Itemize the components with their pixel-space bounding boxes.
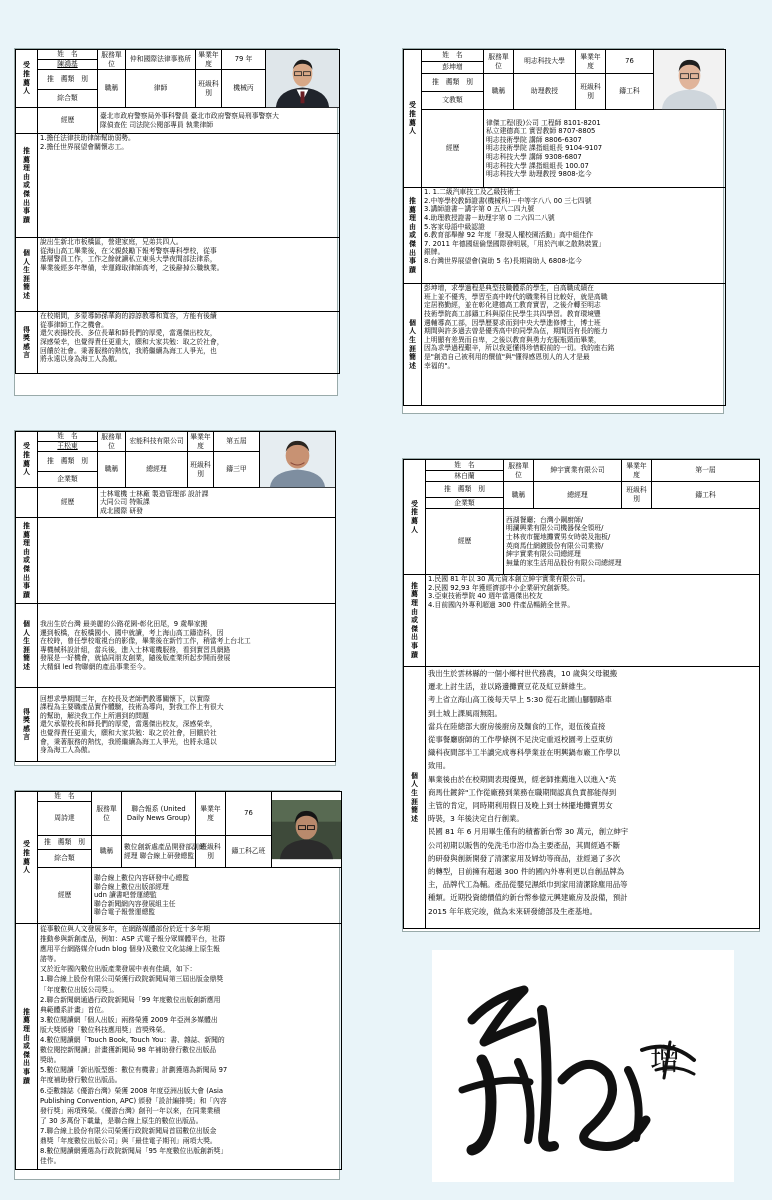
title-label: 職稱: [504, 482, 534, 509]
name-label: 姓 名: [422, 50, 484, 62]
life-line: 專機械科設計組，當兵後，進入士林電機服務，看到實習具網路: [40, 645, 231, 654]
experience-item: 紳宇實業有限公司總經理: [506, 550, 581, 559]
unit-value: 宏能科技有限公司: [126, 432, 188, 452]
nominee-card-1: [14, 48, 338, 396]
reason-line: 版大獎頒發「數位科技應用獎」首獎殊榮。: [40, 1025, 170, 1034]
reason-text: [426, 575, 760, 667]
title-label: 職稱: [98, 452, 126, 488]
reason-line: 年度補助發行數位出版品。: [40, 1076, 122, 1085]
life-line: 遷到板橋，在板橋國小、國中就讀，考上海山高工鑄造科，因: [40, 628, 224, 637]
experience-item: 明志技術學院 講師 8806-6307: [486, 135, 582, 144]
reason-line: 1.擔任法律扶助律師幫助弱勢。: [40, 134, 135, 143]
unit-value: 仲和國際法律事務所: [126, 50, 196, 70]
life-line: 時裝，3 年後決定自行創業。: [428, 814, 524, 824]
experience-item: udn 讀書吧營運總監: [94, 891, 157, 900]
portrait-image: [272, 800, 341, 859]
category-label: 推 薦類 別: [38, 836, 92, 850]
life-line: 發展是一好機會，就協同朋友創業，隨後版產業所起步開而發展: [40, 654, 231, 663]
grad-value: 第一屆: [652, 460, 760, 482]
title-value: 總經理: [534, 482, 622, 509]
experience-item: 臺北市政府警察局外事科警員 臺北市政府警察局刑事警察大: [100, 112, 279, 121]
life-line: 民國 81 年 6 月用畢生僅有的積蓄新台幣 30 萬元，創立紳宇: [428, 827, 629, 837]
experience-list: [98, 488, 336, 518]
award-line: 將永遠以身為海工人為傲。: [40, 355, 122, 364]
class-label: 班級科別: [196, 70, 222, 108]
reason-line: 銀牌。: [424, 248, 445, 257]
reason-line: 5.數位閱讀「新出版型態：數位有機書」計劃獲選為新聞局 97: [40, 1066, 228, 1075]
life-line: 從事餐廳廚師的工作學條例不足決定重返校園考上亞東紡: [428, 735, 613, 745]
grad-label: 畢業年度: [196, 50, 222, 70]
experience-item: 聯合線上數位內容研發中心總監: [94, 874, 190, 883]
class-label: 班級科別: [622, 482, 652, 509]
award-line: 在校期間，多蒙導師孫華鈞的諄諄教導和寬容，方能有後續: [40, 312, 217, 321]
grad-value: 76: [226, 792, 272, 836]
category-value: 企業類: [38, 472, 98, 488]
award-header: 得 獎 感 言: [16, 312, 38, 374]
life-line: 考上省立海山高工後每天早上 5:30 從石北園山腳腳路車: [428, 695, 612, 705]
life-header: 個 人 生 涯 簡 述: [404, 667, 426, 929]
reason-line: 鼎獎「年度數位出版公司」與「最佳電子期刊」兩項大獎。: [40, 1136, 217, 1145]
reason-line: 獎助。: [40, 1056, 61, 1065]
nominee-card-2: [402, 48, 724, 414]
grad-label: 畢業年度: [622, 460, 652, 482]
reason-line: 2.民國 92,93 年獲經濟部中小企業研究創新獎。: [428, 583, 574, 592]
title-label: 職稱: [98, 70, 126, 108]
unit-value: 明志科技大學: [514, 50, 576, 74]
nominee-card-5: [14, 790, 340, 1180]
nominee-table-3: [15, 431, 336, 762]
award-line: 會，秉著服務的熱忱，我將繼續為海工人爭光，也將永遠以: [40, 737, 217, 746]
experience-list: [504, 509, 760, 575]
reason-line: 2.擔任世界展望會關懷志工。: [40, 142, 129, 151]
reason-line: Publishing Convention, APC) 頒發「設計編排獎」和「內容: [40, 1096, 227, 1105]
life-line: 遷北上討生活，並以路邊攤賣豆花及紅豆餅維生。: [428, 682, 591, 692]
grad-label: 畢業年度: [196, 792, 226, 836]
grad-value: 79 年: [222, 50, 266, 70]
award-text: [38, 312, 340, 374]
life-line: 我出生於雲林縣的一個小鄉村世代務農，10 歲與父母親搬: [428, 669, 618, 678]
name-label: 姓 名: [426, 460, 504, 471]
reason-text: [38, 518, 336, 604]
reason-line: 2.聯合新聞網通過行政院新聞局「99 年度數位出版創新應用: [40, 995, 221, 1004]
reason-line: 「年度數位出版公司獎」。: [40, 985, 119, 994]
award-line: 回饋於社會。秉著服務的熱忱，我將繼續為海工人爭光，也: [40, 346, 217, 355]
grad-value: 第五屆: [214, 432, 260, 452]
reason-header: 推 薦 理 由 或 傑 出 事 蹟: [404, 575, 426, 667]
life-text: [422, 284, 726, 406]
life-line: 到土城上課風雨無阻。: [428, 708, 502, 718]
experience-item: 西湖餐廳；台灣小鋼廚師/: [506, 515, 584, 524]
grad-value: 76: [606, 50, 654, 74]
class-label: 班級科別: [576, 74, 606, 110]
life-line: 是"創造自己被利用的價值"與"懂得感恩別人的人才是最: [424, 352, 590, 361]
life-line: 主管的肯定，同時期利用假日及晚上到士林擺地攤賣男女: [428, 801, 613, 811]
experience-item: 明志科技大學 課指組組長 100.07: [486, 161, 589, 170]
category-label: 推 薦類 別: [422, 74, 484, 92]
name-value: 林白蘭: [426, 471, 504, 482]
title-label: 職稱: [92, 836, 122, 868]
reason-line: 1.民國 81 年以 30 萬元資本創立紳宇實業有限公司。: [428, 575, 590, 583]
experience-item: 隊偵查佐 司法院公閱部專員 執業律師: [100, 120, 214, 129]
nominee-card-4: [402, 458, 760, 932]
life-line: 上明顯有差異而自卑，之後以教育與勇力充服瓶頸而畢業，: [424, 335, 601, 344]
nominee-table-2: [403, 49, 726, 406]
photo-avatar: [266, 50, 340, 108]
name-label: 姓 名: [38, 50, 98, 60]
nominee-header: 受 推 薦 人: [404, 460, 426, 575]
name-label: 姓 名: [38, 792, 92, 802]
class-value: 鑄工科: [606, 74, 654, 110]
reason-line: 8.台灣世界展望會(資助 5 名)長期資助人 6808-迄今: [424, 256, 582, 265]
nominee-header: 受 推 薦 人: [16, 50, 38, 108]
photo-avatar: [272, 792, 342, 868]
nominee-card-3: [14, 430, 336, 766]
experience-item: 士林電機 士林廠 製造管理部 設計課: [100, 489, 209, 498]
reason-line: 從事數位與人文發展多年，在網路媒體部份於近十多年期: [40, 925, 210, 933]
grad-label: 畢業年度: [576, 50, 606, 74]
reason-header: 推 薦 理 由 或 傑 出 事 蹟: [16, 134, 38, 238]
unit-label: 服務單位: [98, 432, 126, 452]
life-text: [38, 238, 340, 312]
life-line: 的轉型，目前擁有超過 300 件的國內外專利更以自創品牌為: [428, 867, 625, 877]
experience-item: 聯合新聞網內容發展組主任: [94, 899, 176, 908]
reason-line: 6.教育部舉辦 92 年度「發現人權校園活動」高中組佳作: [424, 231, 593, 240]
name-label: 姓 名: [38, 432, 98, 442]
experience-item: 無量的家生活用品股份有限公司總經理: [506, 558, 622, 567]
reason-line: 了 30 多萬份下載量，是聯合線上原生的數位出版品。: [40, 1116, 203, 1125]
experience-label: 經歷: [38, 868, 92, 924]
award-line: 深感榮幸，也覺得責任更重大，願和大家共勉：取之於社會，: [40, 337, 224, 346]
unit-label: 服務單位: [98, 50, 126, 70]
experience-item: 明瀾興業有限公司機器保全領班/: [506, 524, 604, 533]
nominee-header: 受 推 薦 人: [16, 432, 38, 488]
experience-list: [98, 108, 340, 134]
life-line: 的研發與創新開發了清潔家用及婦幼等商品，並經過了多次: [428, 853, 621, 863]
nominee-spacer: [16, 108, 38, 134]
life-line: 定居務勤經，並在彰化建德高工教育實習，之後介轉至明志: [424, 301, 601, 310]
reason-line: 7. 2011 年德國紐倫堡國際發明展，「用於汽車之散熱裝置」: [424, 239, 606, 248]
photo-avatar: [654, 50, 726, 110]
reason-line: 3.亞東技術學院 40 週年當選傑出校友: [428, 592, 543, 601]
reason-text: [38, 924, 342, 1170]
life-line: 技術學院高工部鑄工科與原住民學生共四學習。教育環境豐: [424, 309, 601, 318]
experience-item: 明志科技大學 講師 9308-6807: [486, 152, 582, 161]
award-header: 得 獎 感 言: [16, 688, 38, 762]
reason-line: 4.數位閱讀網「Touch Book, Touch You：書、雜誌、新聞的: [40, 1036, 225, 1045]
life-line: 2015 年年底完竣，做為未來研發總部及生產基地。: [428, 906, 597, 916]
reason-line: 7.聯合線上股份有限公司榮獲行政院新聞局首屆數位出版金: [40, 1126, 217, 1135]
reason-line: 諮等。: [40, 955, 61, 964]
nominee-header: 受 推 薦 人: [404, 50, 422, 188]
title-label: 職稱: [484, 74, 514, 110]
reason-header: 推 薦 理 由 或 傑 出 事 蹟: [404, 188, 422, 284]
class-value: 鑄三甲: [214, 452, 260, 488]
category-value: 綜合類: [38, 90, 98, 108]
experience-label: 經歷: [422, 110, 484, 188]
unit-label: 服務單位: [504, 460, 534, 482]
nominee-table-5: [15, 791, 342, 1170]
experience-list: [484, 110, 726, 188]
life-line: 當兵在陸總部大廚房後廚房及麵食的工作，退伍後直接: [428, 721, 606, 731]
portrait-image: [266, 50, 339, 107]
reason-line: 典範體系計畫」首位。: [40, 1005, 108, 1014]
photo-avatar: [260, 432, 336, 488]
life-text: [426, 667, 760, 929]
life-line: 主，品牌代工為輔。產品從嬰兒濕紙巾到家用清潔除塵用品等: [428, 880, 628, 890]
life-line: 商馬仕鍍鋅"工作從廠務到業務在職期間認真負責都能得到: [428, 787, 617, 797]
life-line: 我出生於台灣 最美麗的公路花園-彰化田尾，9 歲舉家搬: [40, 619, 208, 628]
award-line: 還欠承蒙校長和師長們的厚愛，當選傑出校友，深感榮幸，: [40, 720, 217, 729]
award-line: 也覺得責任更重大，願和大家共勉：取之於社會，回饋於社: [40, 729, 217, 738]
life-line: 幸福的"。: [424, 361, 455, 370]
reason-line: 6.亞數雜誌《優游台灣》榮獲 2008 年度亞洲出版大會 (Asia: [40, 1086, 224, 1095]
category-label: 推 薦類 別: [38, 452, 98, 472]
reason-line: 1. 1.二級汽車技工及乙級技術士: [424, 188, 521, 197]
experience-label: 經歷: [38, 108, 98, 134]
reason-line: 5.客家母語中級認證: [424, 222, 485, 231]
signature-calligraphy: [432, 950, 734, 1182]
life-header: 個 人 生 涯 簡 述: [16, 604, 38, 688]
life-line: 從海山高工畢業後，在父親鼓勵下報考警察專科學校，從事: [40, 246, 217, 255]
award-line: 從事律師工作之機會。: [40, 320, 108, 329]
reason-header: 推 薦 理 由 或 傑 出 事 蹟: [16, 518, 38, 604]
signature-image: [432, 950, 734, 1182]
class-label: 班級科別: [196, 836, 226, 868]
reason-line: 4.目前國內外專利超過 300 件產品暢銷全世界。: [428, 600, 575, 609]
experience-item: 成北國際 研發: [100, 507, 143, 516]
life-line: 說出生新北市板橋區，營建家庭，兄弟共四人。: [40, 238, 183, 247]
experience-label: 經歷: [38, 488, 98, 518]
award-line: 身為海工人為傲。: [40, 746, 95, 755]
experience-item: 聯合線上數位出版部經理: [94, 882, 169, 891]
reason-header: 推 薦 理 由 或 傑 出 事 蹟: [16, 924, 38, 1170]
title-value: 助理教授: [514, 74, 576, 110]
life-line: 彭坤增，求學過程是典型技職體系的學生，自高職成績在: [424, 284, 594, 293]
reason-line: 數位閱控新閱讀」計畫獲新聞局 98 年補助發行數位出版品: [40, 1046, 217, 1055]
experience-label: 經歷: [426, 509, 504, 575]
category-value: 綜合類: [38, 850, 92, 868]
award-line: 的幫助，解決我工作上所遇到的問題: [40, 711, 149, 720]
title-line: 數位創新處產品開發部副總: [124, 842, 206, 851]
title-value: 律師: [126, 70, 196, 108]
life-line: 公司初期以販售的免洗毛巾浴巾為主要產品，其間經過不斷: [428, 840, 621, 850]
name-value: 陳鴻基: [38, 60, 98, 70]
grad-label: 畢業年度: [188, 432, 214, 452]
signature-glyph-2: 增: [650, 1043, 680, 1078]
life-line: 織科夜間部半工半讀完成專科學業並在明興鍋布廠工作學以: [428, 748, 621, 758]
reason-text: [38, 134, 340, 238]
portrait-image: [260, 432, 335, 487]
reason-line: 2.中等學校教師證書(機械科)－中等字八八 00 三七四號: [424, 196, 592, 205]
award-text: [38, 688, 336, 762]
title-line: 經理 聯合線上研發總監: [124, 851, 195, 860]
class-label: 班級科別: [188, 452, 214, 488]
category-value: 文教類: [422, 92, 484, 110]
nominee-table-4: [403, 459, 760, 929]
category-label: 推 薦類 別: [426, 482, 504, 498]
reason-line: 8.數位閱讀網獲選為行政院新聞局「95 年度數位出版創新獎」: [40, 1147, 228, 1156]
life-line: 種類。近期投資總價值約新台幣參億元興建廠房及設備，預計: [428, 893, 628, 903]
life-line: 畢業後經多年準備，幸運錄取律師高考，之後辭掉公職執業。: [40, 263, 224, 272]
title-value: 總經理: [126, 452, 188, 488]
life-line: 班上並不優秀，學習至高中時代的職業科目比較好，就是高職: [424, 292, 608, 301]
class-value: 鑄工科乙班: [226, 836, 272, 868]
reason-line: 又於近年國內數位出版產業發展中表有佳績，如下：: [40, 965, 197, 974]
category-value: 企業類: [426, 498, 504, 509]
experience-item: 英商馬仕網鍍股份有限公司業務/: [506, 541, 604, 550]
life-line: 致用。: [428, 761, 451, 771]
unit-label: 服務單位: [92, 792, 122, 836]
title-value: [122, 836, 206, 868]
reason-line: 佳作。: [40, 1157, 61, 1166]
experience-item: 士林夜市擺地攤賣男女時裝及拖板/: [506, 532, 611, 541]
experience-item: 大同公司 特販課: [100, 498, 150, 507]
life-line: 畢業後由於在校期間表現優異，經老師推薦進入以進入"英: [428, 774, 617, 784]
award-line: 課程為主要職產品實作體驗，技術為導向，對我工作上有很大: [40, 703, 224, 712]
award-line: 還欠表揚校長、多位長輩和師長們的厚愛，當選傑出校友，: [40, 329, 217, 338]
experience-item: 私立建德高工 實習教師 8707-8805: [486, 127, 596, 136]
unit-value: 紳宇實業有限公司: [534, 460, 622, 482]
life-line: 在校時，曾任學校電視台的影像，畢業後在新竹工作，稍當考上台北工: [40, 637, 251, 646]
experience-item: 聯合電子報營運總監: [94, 908, 156, 917]
award-line: 回想求學期間三年，在校長及老師們教導關懷下，以實際: [40, 694, 210, 703]
life-header: 個 人 生 涯 簡 述: [16, 238, 38, 312]
class-value: 機械丙: [222, 70, 266, 108]
class-value: 鑄工科: [652, 482, 760, 509]
life-line: 邊輔導高工部，因學歷要求而到中央大學進修博士，博士班: [424, 318, 601, 327]
reason-line: 3.數位閱讀網「個人出版」兩務榮獲 2009 年亞洲多媒體出: [40, 1015, 218, 1024]
life-line: 因為求學過程艱辛，所以我更懂得珍惜眼前的一切。我的座右銘: [424, 344, 615, 353]
reason-line: 1.聯合線上股份有限公司榮獲行政院新聞局第三屆出版金鼎獎: [40, 975, 224, 984]
category-label: 推 薦類 別: [38, 70, 98, 90]
life-text: [38, 604, 336, 688]
name-value: 彭坤增: [422, 62, 484, 74]
reason-line: 發行獎」兩項殊榮。《優游台灣》創刊一年以來，在同業業積: [40, 1106, 221, 1115]
reason-line: 推動參與新創產品，例如：ASP 式電子報分眾媒體平台，社群: [40, 935, 226, 944]
name-value: 周詩達: [38, 802, 92, 836]
life-line: 期間與許多過去曾是優秀高中的同學為伍，期間因有長的能力: [424, 327, 608, 336]
experience-item: 明志技術學院 課指組組長 9104-9107: [486, 144, 603, 153]
experience-item: 明志科技大學 助理教授 9808-迄今: [486, 170, 592, 179]
unit-value: 聯合報系 (United Daily News Group): [122, 792, 196, 836]
reason-line: 4.助理教授證書－助理字第 0 二六四二八號: [424, 213, 555, 222]
nominee-spacer: [16, 488, 38, 518]
name-value: 王松東: [38, 442, 98, 452]
reason-text: [422, 188, 726, 284]
portrait-image: [654, 50, 725, 109]
reason-line: 應用平台網路媒介(udn blog 個身)及數位文化誌線上原生報: [40, 945, 220, 954]
life-header: 個 人 生 涯 簡 述: [404, 284, 422, 406]
unit-label: 服務單位: [484, 50, 514, 74]
nominee-header: 受 推 薦 人: [16, 792, 38, 924]
reason-line: 3.講師證書－講字第 0 五八二四九號: [424, 205, 535, 214]
nominee-table-1: [15, 49, 340, 374]
life-line: 基層警員工作，工作之餘就讀私立東吳大學夜間部法律系，: [40, 255, 217, 264]
life-line: 大精細 led 物聯網的產品事業至今。: [40, 662, 150, 671]
experience-list: [92, 868, 342, 924]
experience-item: 律傑工程(股)公司 工程師 8101-8201: [486, 118, 601, 127]
